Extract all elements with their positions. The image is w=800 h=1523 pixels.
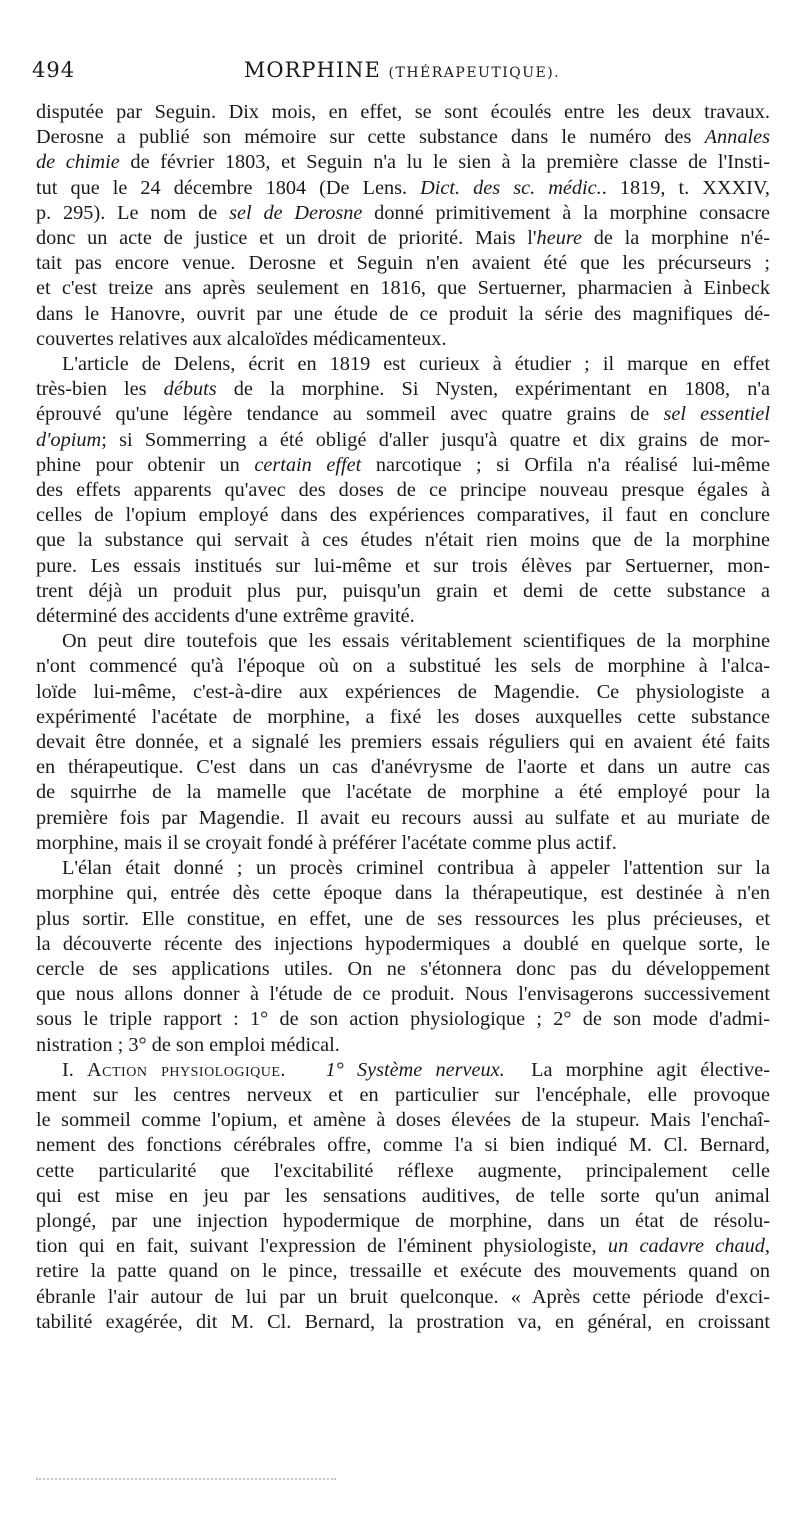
text-line: L'article de Delens, écrit en 1819 est curieux à étudier ; il marque en effet xyxy=(62,353,770,376)
running-head-title: MORPHINE xyxy=(243,58,381,82)
text-line: p. 295). Le nom de sel de Derosne donné primitivement à la morphine consacre xyxy=(36,201,771,224)
text-line: pure. Les essais institués sur lui-même et sur trois élèves par Sertuerner, mon- xyxy=(36,554,770,577)
text-line: le sommeil comme l'opium, et amène à doses élevées de la stupeur. Mais l'enchaî- xyxy=(36,1109,770,1132)
text-line: n'ont commencé qu'à l'époque où on a substitué les sels de morphine à l'alca- xyxy=(36,655,770,678)
emphasis-text: certain effet xyxy=(254,453,362,476)
text-line: expérimenté l'acétate de morphine, a fixé les doses auxquelles cette substance xyxy=(36,705,770,728)
text-line: des effets apparents qu'avec des doses de ce principe nouveau presque égales à xyxy=(36,479,770,502)
text-line: en thérapeutique. C'est dans un cas d'anévrysme de l'aorte et dans un autre cas xyxy=(36,756,770,779)
page-header xyxy=(32,58,772,90)
text-line: cette particularité que l'excitabilité réflexe augmente, principalement celle xyxy=(36,1159,770,1182)
text-line: nistration ; 3° de son emploi médical. xyxy=(36,1033,340,1056)
section-heading: Action physiologique. xyxy=(87,1058,286,1081)
text-line: plus sortir. Elle constitue, en effet, une de ses ressources les plus précieuses, et xyxy=(36,907,770,930)
emphasis-text: un cadavre chaud xyxy=(607,1235,765,1258)
text-line: dans le Hanovre, ouvrit par une étude de ce produit la série des magnifiques dé- xyxy=(36,302,770,325)
text-line: déterminé des accidents d'une extrême gravité. xyxy=(36,605,415,628)
text-line: sous le triple rapport : 1° de son action physiologique ; 2° de son mode d'admi- xyxy=(36,1008,770,1031)
emphasis-text: heure xyxy=(536,227,582,250)
journal-title: Annales xyxy=(704,126,770,149)
body-text xyxy=(36,100,770,1335)
text-line: de chimie de février 1803, et Seguin n'a lu le sien à la première classe de l'Insti- xyxy=(36,151,770,174)
text-line: donc un acte de justice et un droit de priorité. Mais l'heure de la morphine n'é- xyxy=(36,227,770,250)
text-line: phine pour obtenir un certain effet narcotique ; si Orfila n'a réalisé lui-même xyxy=(36,453,770,476)
emphasis-text: débuts xyxy=(163,378,217,401)
text-line: loïde lui-même, c'est-à-dire aux expériences de Magendie. Ce physiologiste a xyxy=(36,680,770,703)
text-line: Derosne a publié son mémoire sur cette substance dans le numéro des Annales xyxy=(36,126,770,149)
text-line: que nous allons donner à l'étude de ce produit. Nous l'envisagerons successivement xyxy=(36,983,770,1006)
text-line: tabilité exagérée, dit M. Cl. Bernard, la prostration va, en général, en croissant xyxy=(36,1310,770,1333)
text-line: la découverte récente des injections hypodermiques a doublé en quelque sorte, le xyxy=(36,932,770,955)
subsection-heading: 1° Système nerveux. xyxy=(325,1058,505,1081)
journal-title: de chimie xyxy=(36,151,120,174)
citation-title: Dict. des sc. médic. xyxy=(420,176,602,199)
text-line: devait être donnée, et a signalé les premiers essais réguliers qui en avaient été faits xyxy=(36,731,770,754)
text-line: tion qui en fait, suivant l'expression de l'éminent physiologiste, un cadavre chaud, xyxy=(36,1235,770,1258)
text-line: couvertes relatives aux alcaloïdes médicamenteux. xyxy=(36,327,447,350)
text-line: celles de l'opium employé dans des expériences comparatives, il faut en conclure xyxy=(36,504,770,527)
text-line: qui est mise en jeu par les sensations auditives, de telle sorte qu'un animal xyxy=(36,1184,770,1207)
text-line: éprouvé qu'une légère tendance au sommeil avec quatre grains de sel essentiel xyxy=(36,403,770,426)
text-line: morphine qui, entrée dès cette époque dans la thérapeutique, est destinée à n'en xyxy=(36,882,770,905)
text-line: plongé, par une injection hypodermique de morphine, dans un état de résolu- xyxy=(36,1209,770,1232)
scan-artifact-dots xyxy=(36,1478,336,1484)
page-number: 494 xyxy=(32,58,76,82)
text-line: cercle de ses applications utiles. On ne s'étonnera donc pas du développement xyxy=(36,957,770,980)
text-line: retire la patte quand on le pince, tressaille et exécute des mouvements quand on xyxy=(36,1260,770,1283)
text-line: de squirrhe de la mamelle que l'acétate de morphine a été employé pour la xyxy=(36,781,770,804)
text-line: On peut dire toutefois que les essais véritablement scientifiques de la morphine xyxy=(62,630,770,653)
emphasis-text: d'opium xyxy=(36,428,102,451)
text-line: première fois par Magendie. Il avait eu recours aussi au sulfate et au muriate de xyxy=(36,806,770,829)
text-line: très-bien les débuts de la morphine. Si Nysten, expérimentant en 1808, n'a xyxy=(36,378,770,401)
emphasis-text: sel essentiel xyxy=(663,403,770,426)
text-line: morphine, mais il se croyait fondé à préférer l'acétate comme plus actif. xyxy=(36,831,617,854)
running-head-subtitle: (THÉRAPEUTIQUE). xyxy=(388,65,561,81)
text-line: ment sur les centres nerveux et en particulier sur l'encéphale, elle provoque xyxy=(36,1083,770,1106)
text-line: trent déjà un produit plus pur, puisqu'un grain et demi de cette substance a xyxy=(36,579,770,602)
running-head xyxy=(32,58,772,82)
emphasis-text: sel de Derosne xyxy=(229,201,363,224)
text-line: L'élan était donné ; un procès criminel contribua à appeler l'attention sur la xyxy=(62,857,770,880)
text-line: tut que le 24 décembre 1804 (De Lens. Dict. des sc. médic.. 1819, t. XXXIV, xyxy=(36,176,770,199)
section-heading-line: I. Action physiologique. 1° Système nerveux. La morphine agit élective- xyxy=(62,1058,770,1081)
text-line: que la substance qui servait à ces études n'était rien moins que de la morphine xyxy=(36,529,770,552)
text-line: et c'est treize ans après seulement en 1816, que Sertuerner, pharmacien à Einbeck xyxy=(36,277,770,300)
text-line: ébranle l'air autour de lui par un bruit quelconque. « Après cette période d'exci- xyxy=(36,1285,770,1308)
text-line: d'opium; si Sommerring a été obligé d'aller jusqu'à quatre et dix grains de mor- xyxy=(36,428,770,451)
text-line: disputée par Seguin. Dix mois, en effet, se sont écoulés entre les deux travaux. xyxy=(36,101,770,123)
text-line: nement des fonctions cérébrales offre, comme l'a si bien indiqué M. Cl. Bernard, xyxy=(36,1134,770,1157)
text-line: tait pas encore venue. Derosne et Seguin n'en avaient été que les précurseurs ; xyxy=(36,252,770,275)
